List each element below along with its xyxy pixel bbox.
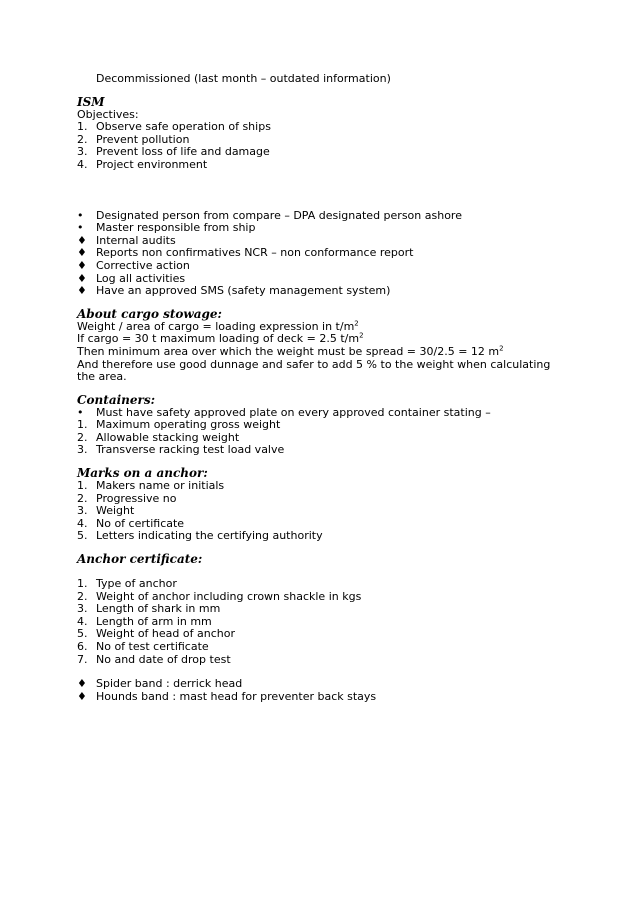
- list-item-text: Project environment: [96, 157, 208, 171]
- list-item: [77, 603, 557, 616]
- list-item-text: Prevent loss of life and damage: [96, 145, 270, 159]
- list-item-text: Letters indicating the certifying authority: [96, 529, 323, 543]
- containers-heading: Containers:: [77, 392, 156, 407]
- list-marker: 5.: [77, 627, 88, 641]
- list-item-text: Log all activities: [96, 271, 186, 285]
- list-item-text: Internal audits: [96, 233, 176, 247]
- list-item-text: Weight of head of anchor: [96, 627, 235, 641]
- list-marker: 2.: [77, 430, 88, 444]
- list-item-text: Length of arm in mm: [96, 614, 212, 628]
- list-item-text: Allowable stacking weight: [96, 430, 240, 444]
- list-item: [77, 678, 557, 691]
- document-page: [77, 73, 557, 703]
- bullet-icon: •: [77, 405, 84, 419]
- list-item: [77, 260, 557, 273]
- list-marker: 2.: [77, 589, 88, 603]
- list-marker: 7.: [77, 652, 88, 666]
- containers-list: [77, 419, 557, 457]
- diamond-bullet-icon: ♦: [77, 689, 87, 703]
- bullet-icon: •: [77, 221, 84, 235]
- bullet-icon: •: [77, 208, 84, 222]
- list-item: [77, 121, 557, 134]
- diamond-bullet-icon: ♦: [77, 284, 87, 298]
- list-item: [77, 578, 557, 591]
- list-item-text: No of certificate: [96, 516, 185, 530]
- bands-list: [77, 678, 557, 703]
- list-item-text: Have an approved SMS (safety management system): [96, 284, 391, 298]
- anchor-marks-list: [77, 480, 557, 543]
- list-item-text: No of test certificate: [96, 640, 209, 653]
- list-marker: 6.: [77, 640, 88, 653]
- list-item-text: Length of shark in mm: [96, 602, 221, 616]
- list-marker: 2.: [77, 132, 88, 146]
- cargo-line: Then minimum area over which the weight must be spread = 30/2.5 = 12 $m^2$: [77, 344, 504, 358]
- list-item: [77, 222, 557, 235]
- list-marker: 4.: [77, 516, 88, 530]
- list-marker: 4.: [77, 157, 88, 171]
- list-marker: 3.: [77, 443, 88, 457]
- list-item-text: Makers name or initials: [96, 479, 225, 493]
- diamond-bullet-icon: ♦: [77, 246, 87, 260]
- list-item: [77, 159, 557, 172]
- list-item-text: Weight: [96, 504, 135, 518]
- list-item-text: Weight of anchor including crown shackle in kgs: [96, 589, 362, 603]
- list-item: [77, 505, 557, 518]
- cargo-line: Weight / area of cargo = loading expression in $t/m^2$: [77, 319, 359, 333]
- list-item-text: Hounds band : mast head for preventer back stays: [96, 689, 377, 703]
- list-item-text: Progressive no: [96, 491, 177, 505]
- list-marker: 5.: [77, 529, 88, 543]
- list-item: [77, 691, 557, 704]
- list-item-text: Spider band : derrick head: [96, 677, 243, 691]
- cargo-line: the area.: [77, 370, 127, 384]
- list-item-text: Designated person from compare – DPA designated person ashore: [96, 208, 462, 222]
- diamond-bullet-icon: ♦: [77, 233, 87, 247]
- diamond-bullet-icon: ♦: [77, 677, 87, 691]
- list-item-text: Reports non confirmatives NCR – non conformance report: [96, 246, 414, 260]
- list-marker: 1.: [77, 120, 88, 134]
- diamond-bullet-icon: ♦: [77, 271, 87, 285]
- list-marker: 1.: [77, 479, 88, 493]
- status-line: Decommissioned (last month – outdated information): [96, 72, 391, 85]
- list-item-text: Prevent pollution: [96, 132, 190, 146]
- list-item-text: Transverse racking test load valve: [96, 443, 285, 457]
- list-marker: 3.: [77, 145, 88, 159]
- list-item-text: Corrective action: [96, 258, 190, 272]
- list-item-text: Maximum operating gross weight: [96, 418, 281, 432]
- cargo-line: And therefore use good dunnage and safer to add 5 % to the weight when calculating: [77, 357, 551, 371]
- objectives-list: [77, 121, 557, 171]
- list-item: [77, 285, 557, 298]
- list-item-text: Observe safe operation of ships: [96, 120, 271, 134]
- list-item: [77, 419, 557, 432]
- list-item: [77, 530, 557, 543]
- objectives-label: Objectives:: [77, 107, 139, 121]
- list-item: [77, 654, 557, 667]
- list-marker: 4.: [77, 614, 88, 628]
- list-item-text: Master responsible from ship: [96, 221, 256, 235]
- cargo-heading: About cargo stowage:: [77, 306, 222, 321]
- list-marker: 2.: [77, 491, 88, 505]
- anchor-certificate-heading: Anchor certificate:: [77, 552, 203, 567]
- list-item: [77, 480, 557, 493]
- list-item-text: Type of anchor: [96, 577, 177, 591]
- list-item: [77, 493, 557, 506]
- ism-heading: ISM: [77, 94, 105, 109]
- list-marker: 1.: [77, 577, 88, 591]
- list-marker: 3.: [77, 602, 88, 616]
- list-item: [77, 641, 557, 654]
- list-item-text: Must have safety approved plate on every approved container stating –: [96, 405, 491, 419]
- anchor-certificate-list: [77, 578, 557, 666]
- list-marker: 1.: [77, 418, 88, 432]
- list-item: [77, 444, 557, 457]
- list-marker: 3.: [77, 504, 88, 518]
- cargo-line: If cargo = 30 t maximum loading of deck = 2.5 $t/m^2$: [77, 331, 364, 346]
- list-item-text: No and date of drop test: [96, 652, 231, 666]
- ism-points-list: [77, 210, 557, 298]
- diamond-bullet-icon: ♦: [77, 258, 87, 272]
- anchor-marks-heading: Marks on a anchor:: [77, 466, 208, 481]
